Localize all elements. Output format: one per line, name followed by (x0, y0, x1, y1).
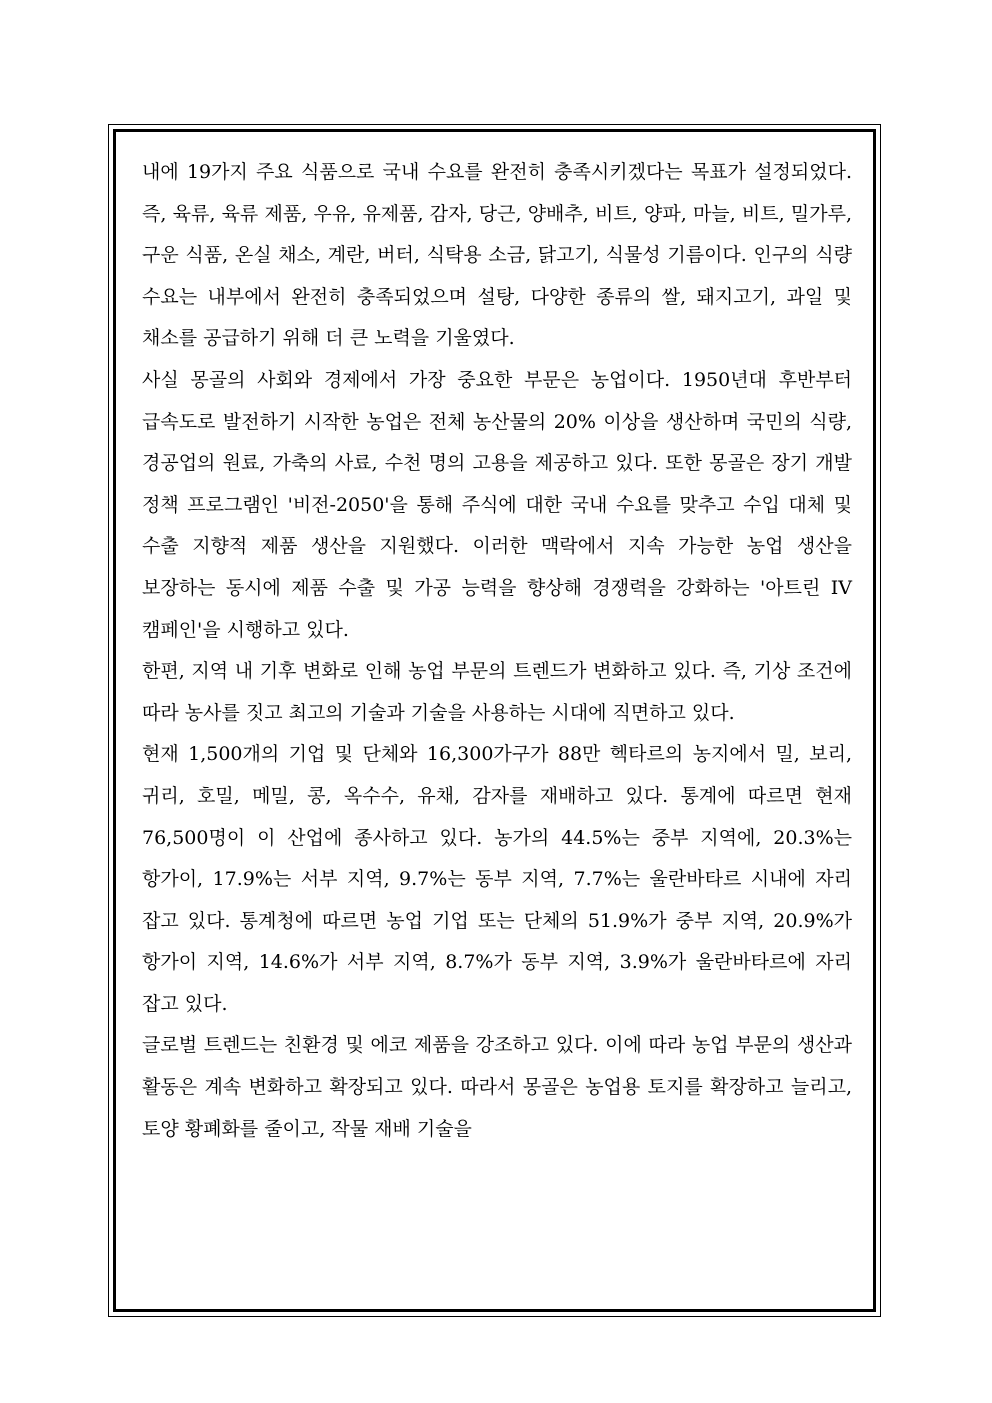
paragraph-agriculture-importance: 사실 몽골의 사회와 경제에서 가장 중요한 부문은 농업이다. 1950년대 후반부터 급속도로 발전하기 시작한 농업은 전체 농산물의 20% 이상을 생산하며 국민의 식량, 경공업의 원료, 가축의 사료, 수천 명의 고용을 제공하고 있다. 또한 몽골은 장기 개발 정책 프로그램인 '비전-2050'을 통해 주식에 대한 국내 수요를 맞추고 수입 대체 및 수출 지향적 제품 생산을 지원했다. 이러한 맥락에서 지속 가능한 농업 생산을 보장하는 동시에 제품 수출 및 가공 능력을 향상해 경쟁력을 강화하는 '아트린 IV 캠페인'을 시행하고 있다. (142, 368, 852, 641)
document-body (142, 152, 852, 1150)
paragraph-food-self-sufficiency: 내에 19가지 주요 식품으로 국내 수요를 완전히 충족시키겠다는 목표가 설정되었다. 즉, 육류, 육류 제품, 우유, 유제품, 감자, 당근, 양배추, 비트, 양파, 마늘, 비트, 밀가루, 구운 식품, 온실 채소, 계란, 버터, 식탁용 소금, 닭고기, 식물성 기름이다. 인구의 식량 수요는 내부에서 완전히 충족되었으며 설탕, 다양한 종류의 쌀, 돼지고기, 과일 및 채소를 공급하기 위해 더 큰 노력을 기울였다. (142, 161, 852, 350)
paragraph-farming-statistics: 현재 1,500개의 기업 및 단체와 16,300가구가 88만 헥타르의 농지에서 밀, 보리, 귀리, 호밀, 메밀, 콩, 옥수수, 유채, 감자를 재배하고 있다. 통계에 따르면 현재 76,500명이 이 산업에 종사하고 있다. 농가의 44.5%는 중부 지역에, 20.3%는 항가이, 17.9%는 서부 지역, 9.7%는 동부 지역, 7.7%는 울란바타르 시내에 자리 잡고 있다. 통계청에 따르면 농업 기업 또는 단체의 51.9%가 중부 지역, 20.9%가 항가이 지역, 14.6%가 서부 지역, 8.7%가 동부 지역, 3.9%가 울란바타르에 자리 잡고 있다. (142, 743, 852, 1015)
paragraph-climate-change: 한편, 지역 내 기후 변화로 인해 농업 부문의 트렌드가 변화하고 있다. 즉, 기상 조건에 따라 농사를 짓고 최고의 기술과 기술을 사용하는 시대에 직면하고 있다. (142, 660, 852, 724)
paragraph-global-trends: 글로벌 트렌드는 친환경 및 에코 제품을 강조하고 있다. 이에 따라 농업 부문의 생산과 활동은 계속 변화하고 확장되고 있다. 따라서 몽골은 농업용 토지를 확장하고 늘리고, 토양 황폐화를 줄이고, 작물 재배 기술을 (142, 1034, 852, 1140)
